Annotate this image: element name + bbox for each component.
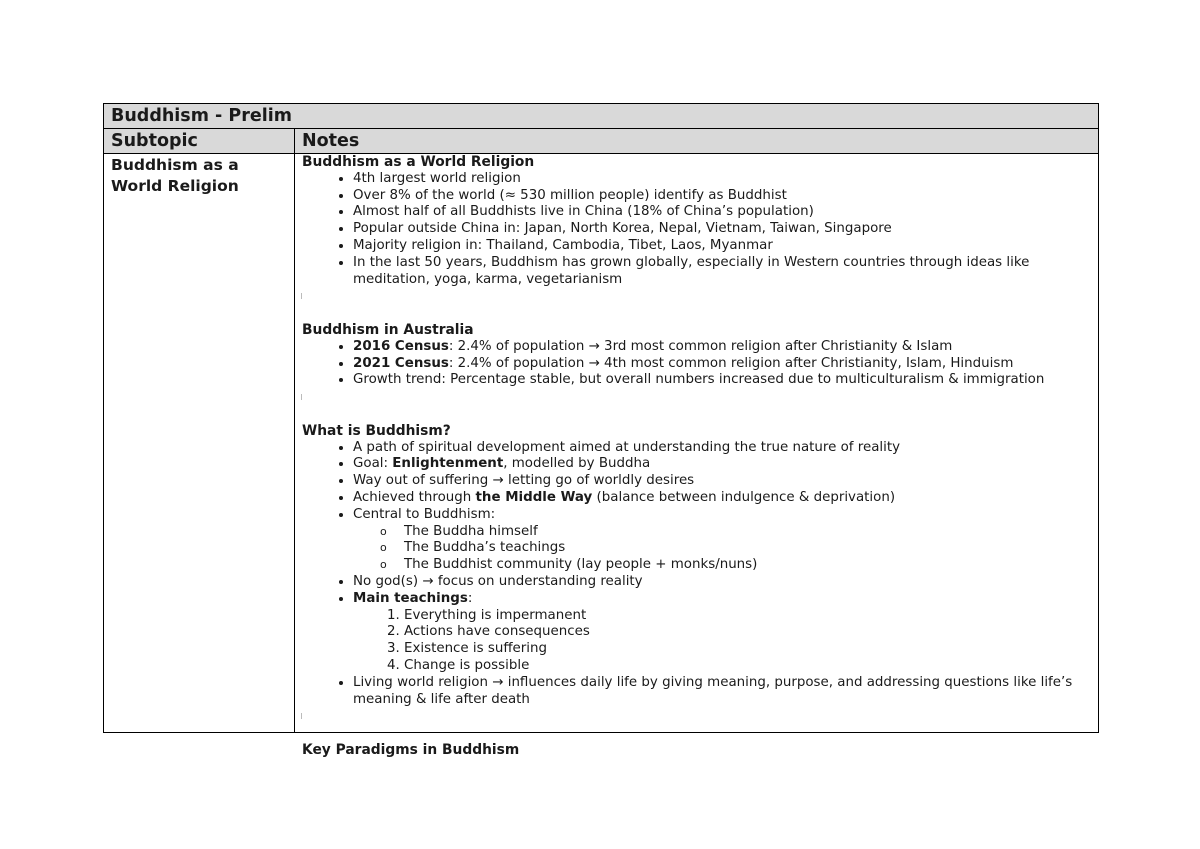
list-item: • No god(s) → focus on understanding reality bbox=[353, 574, 1090, 591]
list-item: • Majority religion in: Thailand, Cambodia, Tibet, Laos, Myanmar bbox=[353, 238, 1090, 255]
notes-header: Notes bbox=[302, 131, 360, 151]
list-item: • Living world religion → influences daily life by giving meaning, purpose, and addressing questions like life’s meaning & life after death bbox=[353, 675, 1090, 709]
section-heading-australia: Buddhism in Australia bbox=[302, 321, 474, 338]
goal-bold: Enlightenment bbox=[392, 456, 504, 472]
list-item: • In the last 50 years, Buddhism has grown globally, especially in Western countries through ideas like meditation, yoga, karma, vegetarianism bbox=[353, 255, 1090, 289]
paragraph-spacer bbox=[302, 389, 1090, 406]
list-item bbox=[353, 356, 1090, 373]
list-item: • 4th largest world religion bbox=[353, 171, 1090, 188]
numbered-item: 2. Actions have consequences bbox=[404, 624, 1090, 641]
census-2016-label: 2016 Census bbox=[353, 338, 449, 354]
middle-bold: the Middle Way bbox=[475, 489, 593, 505]
list-item bbox=[353, 591, 1090, 675]
goal-prefix: Goal: bbox=[353, 456, 393, 472]
paragraph-spacer bbox=[302, 305, 1090, 322]
middle-prefix: Achieved through bbox=[353, 489, 476, 505]
sublist-item: o The Buddha himself bbox=[404, 524, 1090, 541]
main-teachings-colon: : bbox=[467, 590, 473, 606]
notes-cell bbox=[295, 154, 1098, 758]
list-item: • Over 8% of the world (≈ 530 million people) identify as Buddhist bbox=[353, 188, 1090, 205]
paragraph-spacer bbox=[302, 725, 1090, 742]
census-2021-text: : 2.4% of population → 4th most common religion after Christianity, Islam, Hinduism bbox=[448, 355, 1014, 371]
header-row bbox=[104, 129, 1098, 154]
numbered-item: 4. Change is possible bbox=[404, 658, 1090, 675]
sublist-item: o The Buddhist community (lay people + monks/nuns) bbox=[404, 557, 1090, 574]
list-item: • Popular outside China in: Japan, North Korea, Nepal, Vietnam, Taiwan, Singapore bbox=[353, 221, 1090, 238]
census-2021-label: 2021 Census bbox=[353, 355, 449, 371]
paragraph-spacer bbox=[302, 708, 1090, 725]
table-row bbox=[104, 154, 1098, 758]
paragraph-spacer bbox=[302, 288, 1090, 305]
section-heading-what: What is Buddhism? bbox=[302, 422, 451, 439]
list-item: • Growth trend: Percentage stable, but overall numbers increased due to multiculturalism & immigration bbox=[353, 372, 1090, 389]
goal-suffix: , modelled by Buddha bbox=[503, 456, 651, 472]
central-sublist bbox=[353, 524, 1090, 574]
table-title: Buddhism - Prelim bbox=[104, 104, 1098, 129]
list-item bbox=[353, 339, 1090, 356]
numbered-item: 3. Existence is suffering bbox=[404, 641, 1090, 658]
list-item: • A path of spiritual development aimed at understanding the true nature of reality bbox=[353, 440, 1090, 457]
section-heading-paradigms: Key Paradigms in Buddhism bbox=[302, 741, 520, 758]
list-item bbox=[353, 507, 1090, 574]
paragraph-spacer bbox=[302, 406, 1090, 423]
australia-list bbox=[302, 339, 1090, 389]
subtopic-header: Subtopic bbox=[104, 129, 295, 153]
what-list bbox=[302, 440, 1090, 709]
list-item: • Way out of suffering → letting go of worldly desires bbox=[353, 473, 1090, 490]
central-label: Central to Buddhism: bbox=[353, 506, 496, 522]
section-heading-world: Buddhism as a World Religion bbox=[302, 154, 535, 170]
list-item: • Almost half of all Buddhists live in China (18% of China’s population) bbox=[353, 204, 1090, 221]
numbered-item: 1. Everything is impermanent bbox=[404, 608, 1090, 625]
teachings-list bbox=[353, 608, 1090, 675]
list-item bbox=[353, 490, 1090, 507]
notes-table bbox=[103, 103, 1099, 758]
middle-suffix: (balance between indulgence & deprivation) bbox=[592, 489, 896, 505]
sublist-item: o The Buddha’s teachings bbox=[404, 540, 1090, 557]
subtopic-cell: Buddhism as a World Religion bbox=[104, 154, 295, 732]
world-list bbox=[302, 171, 1090, 289]
main-teachings-bold: Main teachings bbox=[353, 590, 468, 606]
census-2016-text: : 2.4% of population → 3rd most common religion after Christianity & Islam bbox=[448, 338, 953, 354]
list-item bbox=[353, 456, 1090, 473]
